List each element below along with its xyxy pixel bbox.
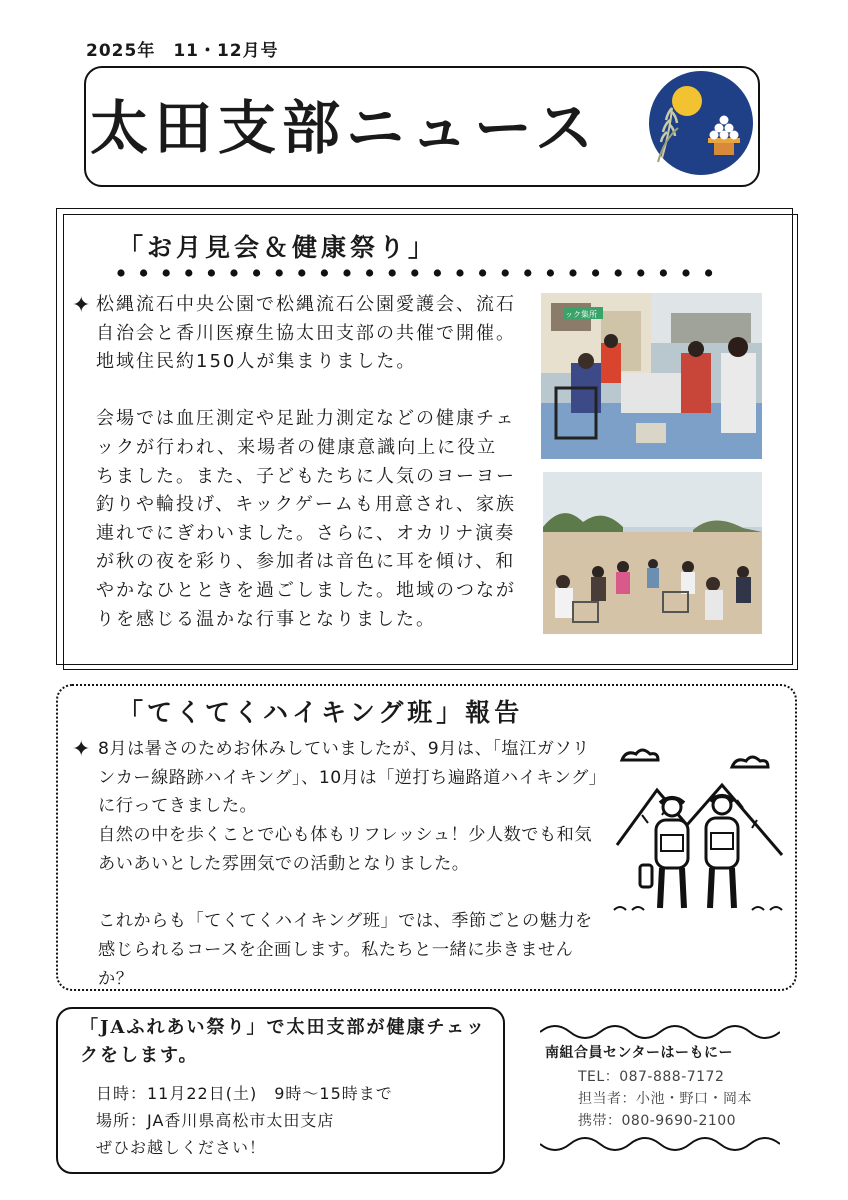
divider-dot (569, 269, 576, 276)
divider-dot (298, 269, 305, 276)
divider-dot (117, 269, 124, 276)
article1-body: 松縄流石中央公園で松縄流石公園愛護会、流石自治会と香川医療生協太田支部の共催で開催。地域住民約150人が集まりました。 会場では血圧測定や足趾力測定などの健康チェックが行われ、来場者の健康意識向上に役立ちました。また、子どもたちに人気のヨーヨー釣りや輪投げ、キックゲームも用意され、家族連れでにぎわいました。さらに、オカリナ演奏が秋の夜を彩り、参加者は音色に耳を傾け、和やかなひとときを過ごしました。地域のつながりを感じる温かな行事となりました。 (96, 294, 516, 630)
notice-invite: ぜひお越しください！ (96, 1138, 267, 1157)
divider-dot (411, 269, 418, 276)
divider-dot (366, 269, 373, 276)
contact-staff: 担当者：小池・野口・岡本 (578, 1091, 752, 1107)
divider-dot (276, 269, 283, 276)
divider-dot (321, 269, 328, 276)
issue-label: 2025年 11・12月号 (86, 41, 279, 61)
photo-park-event (543, 472, 762, 634)
divider-dot (637, 269, 644, 276)
divider-dot (140, 269, 147, 276)
divider-dot (547, 269, 554, 276)
divider-dot (208, 269, 215, 276)
divider-dot (230, 269, 237, 276)
divider-dot (682, 269, 689, 276)
wave-divider-bottom (540, 1136, 780, 1158)
divider-dot (389, 269, 396, 276)
photo-sign-text: ック集所 (565, 310, 597, 319)
contact-info (578, 1066, 752, 1132)
dotted-divider (116, 266, 716, 280)
contact-mobile: 携帯：080-9690-2100 (578, 1113, 737, 1129)
article1-title: 「お月見会＆健康祭り」 (118, 233, 438, 262)
notice-datetime: 日時：11月22日(土) 9時〜15時まで (96, 1084, 393, 1103)
divider-dot (705, 269, 712, 276)
divider-dot (253, 269, 260, 276)
divider-dot (592, 269, 599, 276)
center-name: 南組合員センターはーもにー (545, 1045, 733, 1061)
moon-dango-icon (648, 70, 754, 176)
photo-health-check (541, 293, 762, 459)
contact-tel: TEL：087-888-7172 (578, 1069, 725, 1085)
page-title: 太田支部ニュース (90, 94, 600, 162)
divider-dot (524, 269, 531, 276)
notice-place: 場所：JA香川県高松市太田支店 (96, 1111, 335, 1130)
article2-title: 「てくてくハイキング班」報告 (118, 698, 524, 727)
divider-dot (660, 269, 667, 276)
divider-dot (185, 269, 192, 276)
wave-divider-top (540, 1018, 780, 1040)
divider-dot (456, 269, 463, 276)
divider-dot (434, 269, 441, 276)
divider-dot (502, 269, 509, 276)
article2-body: 8月は暑さのためお休みしていましたが、9月は、「塩江ガソリンカー線路跡ハイキング」、10月は「逆打ち遍路道ハイキング」に行ってきました。 自然の中を歩くことで心も体もリフレッシュ！少人数でも和気あいあいとした雰囲気での活動となりました。 これからも「てくてくハイキング班」では、季節ごとの魅力を感じられるコースを企画します。私たちと一緒に歩きませんか？ (98, 739, 598, 989)
hikers-illustration (612, 745, 787, 920)
diamond-star-icon: ✦ (72, 737, 91, 762)
notice-headline: 「JAふれあい祭り」で太田支部が健康チェックをします。 (80, 1017, 486, 1066)
divider-dot (479, 269, 486, 276)
divider-dot (163, 269, 170, 276)
divider-dot (343, 269, 350, 276)
divider-dot (615, 269, 622, 276)
notice-details (96, 1080, 393, 1161)
diamond-star-icon: ✦ (72, 293, 91, 318)
